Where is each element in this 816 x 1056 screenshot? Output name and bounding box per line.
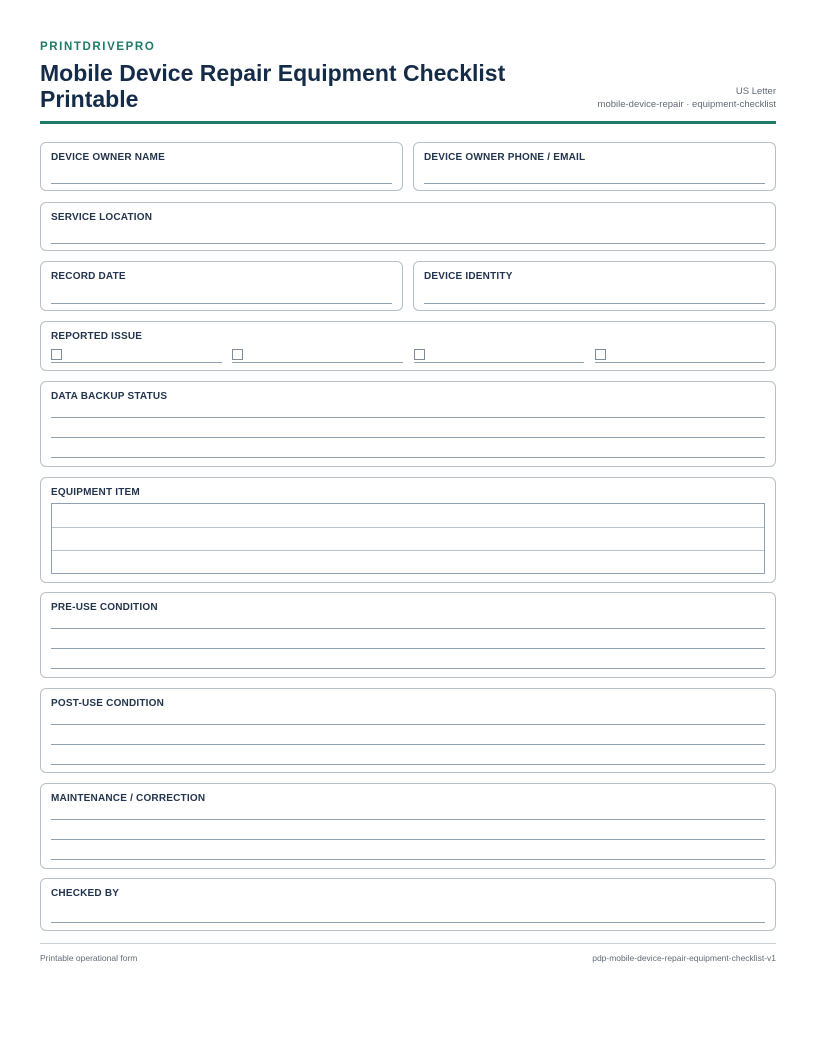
record-date-line[interactable] <box>51 303 392 304</box>
page-title: Mobile Device Repair Equipment Checklist Printable <box>40 60 506 112</box>
table-row-divider <box>52 550 764 551</box>
issue-option-2[interactable] <box>232 348 403 364</box>
header-divider <box>40 121 776 124</box>
option-line[interactable] <box>232 362 403 363</box>
checkbox[interactable] <box>414 349 425 360</box>
form-id: pdp-mobile-device-repair-equipment-checklist-v1 <box>592 953 776 963</box>
post-use-label: POST-USE CONDITION <box>51 698 165 709</box>
paper-size: US Letter <box>735 86 776 97</box>
owner-name-field[interactable] <box>40 142 403 191</box>
service-location-label: SERVICE LOCATION <box>51 212 153 223</box>
form-slug: mobile-device-repair · equipment-checklist <box>597 99 776 110</box>
service-location-field[interactable] <box>40 202 776 251</box>
writing-line[interactable] <box>51 457 765 458</box>
brand-name: PRINTDRIVEPRO <box>40 41 156 53</box>
checked-by-line[interactable] <box>51 922 765 923</box>
issue-option-3[interactable] <box>414 348 584 364</box>
footer-note: Printable operational form <box>40 953 138 963</box>
owner-name-line[interactable] <box>51 183 392 184</box>
writing-line[interactable] <box>51 744 765 745</box>
checked-by-field[interactable] <box>40 878 776 931</box>
writing-line[interactable] <box>51 648 765 649</box>
data-backup-field[interactable] <box>40 381 776 467</box>
reported-issue-field <box>40 321 776 371</box>
writing-line[interactable] <box>51 819 765 820</box>
writing-line[interactable] <box>51 839 765 840</box>
owner-name-label: DEVICE OWNER NAME <box>51 152 165 163</box>
writing-line[interactable] <box>51 764 765 765</box>
device-identity-label: DEVICE IDENTITY <box>424 271 513 282</box>
checkbox[interactable] <box>232 349 243 360</box>
reported-issue-label: REPORTED ISSUE <box>51 331 143 342</box>
owner-contact-line[interactable] <box>424 183 765 184</box>
equipment-item-label: EQUIPMENT ITEM <box>51 487 140 498</box>
record-date-field[interactable] <box>40 261 403 311</box>
checked-by-label: CHECKED BY <box>51 888 120 899</box>
writing-line[interactable] <box>51 628 765 629</box>
checkbox[interactable] <box>595 349 606 360</box>
option-line[interactable] <box>51 362 222 363</box>
maintenance-field[interactable] <box>40 783 776 869</box>
writing-line[interactable] <box>51 437 765 438</box>
owner-contact-field[interactable] <box>413 142 776 191</box>
data-backup-label: DATA BACKUP STATUS <box>51 391 168 402</box>
device-identity-line[interactable] <box>424 303 765 304</box>
pre-use-label: PRE-USE CONDITION <box>51 602 158 613</box>
writing-line[interactable] <box>51 724 765 725</box>
pre-use-field[interactable] <box>40 592 776 678</box>
post-use-field[interactable] <box>40 688 776 773</box>
maintenance-label: MAINTENANCE / CORRECTION <box>51 793 206 804</box>
writing-line[interactable] <box>51 668 765 669</box>
owner-contact-label: DEVICE OWNER PHONE / EMAIL <box>424 152 586 163</box>
table-row-divider <box>52 527 764 528</box>
equipment-table <box>51 503 765 574</box>
footer-divider <box>40 943 776 944</box>
writing-line[interactable] <box>51 417 765 418</box>
option-line[interactable] <box>414 362 584 363</box>
record-date-label: RECORD DATE <box>51 271 126 282</box>
issue-option-1[interactable] <box>51 348 222 364</box>
page-meta <box>598 85 776 111</box>
equipment-item-field <box>40 477 776 583</box>
checkbox[interactable] <box>51 349 62 360</box>
device-identity-field[interactable] <box>413 261 776 311</box>
writing-line[interactable] <box>51 859 765 860</box>
option-line[interactable] <box>595 362 765 363</box>
issue-option-4[interactable] <box>595 348 765 364</box>
service-location-line[interactable] <box>51 243 765 244</box>
